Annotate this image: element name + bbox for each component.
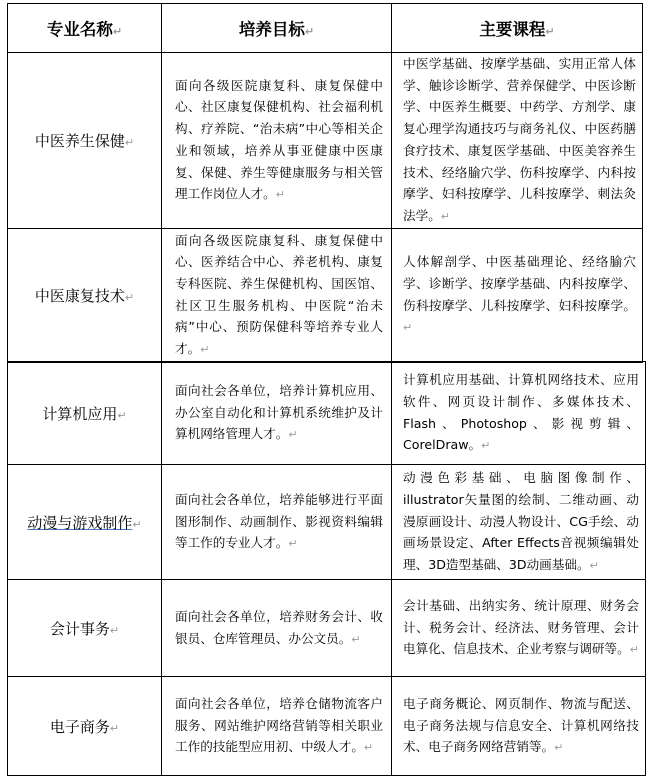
paragraph-mark-icon: ↵ xyxy=(124,135,135,149)
header-major-label: 专业名称 xyxy=(46,20,113,39)
goal-text: 面向社会各单位，培养能够进行平面图形制作、动画制作、影视资料编辑等工作的专业人才。 xyxy=(175,491,383,551)
courses-text: 中医学基础、按摩学基础、实用正常人体学、触诊诊断学、营养保健学、中医诊断学、中医养生概要、中药学、方剂学、康复心理学沟通技巧与商务礼仪、中医药膳食疗技术、康复医学基础、中医美容养生技术、经络腧穴学、伤科按摩学、内科按摩学、妇科按摩学、儿科按摩学、刺法灸法学。 xyxy=(403,56,636,223)
goal-cell xyxy=(162,677,392,776)
major-name: 动漫与游戏制作 xyxy=(27,513,133,532)
paragraph-mark-icon: ↵ xyxy=(288,537,298,551)
courses-text: 会计基础、出纳实务、统计原理、财务会计、税务会计、经济法、财务管理、会计电算化、信息技术、企业考察与调研等。 xyxy=(403,597,639,657)
paragraph-mark-icon: ↵ xyxy=(109,721,120,735)
table-row xyxy=(8,465,646,580)
header-goal-label: 培养目标 xyxy=(238,20,305,39)
header-goal xyxy=(162,4,392,53)
major-cell xyxy=(8,677,162,776)
paragraph-mark-icon: ↵ xyxy=(351,632,361,646)
header-courses xyxy=(392,4,643,53)
courses-cell xyxy=(392,465,646,580)
major-name: 电子商务 xyxy=(49,717,110,736)
table-row xyxy=(8,228,643,362)
paragraph-mark-icon: ↵ xyxy=(112,25,123,38)
majors-table-bottom xyxy=(7,361,646,776)
table-row xyxy=(8,580,646,677)
major-cell xyxy=(8,53,162,229)
goal-cell xyxy=(162,53,392,229)
paragraph-mark-icon: ↵ xyxy=(481,439,491,453)
goal-cell xyxy=(162,580,392,677)
header-major xyxy=(8,4,162,53)
major-name: 会计事务 xyxy=(49,619,110,638)
courses-text: 计算机应用基础、计算机网络技术、应用软件、网页设计制作、多媒体技术、Flash、Photoshop、影视剪辑、CorelDraw。 xyxy=(403,372,639,453)
paragraph-mark-icon: ↵ xyxy=(363,741,374,755)
major-cell xyxy=(8,465,162,580)
major-cell xyxy=(8,580,162,677)
goal-text: 面向社会各单位，培养仓储物流客户服务、网站维护网络营销等相关职业工作的技能型应用初、中级人才。 xyxy=(175,695,383,755)
table-row xyxy=(8,53,643,229)
major-name: 中医养生保健 xyxy=(34,131,125,150)
paragraph-mark-icon: ↵ xyxy=(117,408,127,422)
paragraph-mark-icon: ↵ xyxy=(132,517,142,531)
courses-cell xyxy=(392,677,646,776)
header-courses-label: 主要课程 xyxy=(479,20,546,39)
courses-text: 人体解剖学、中医基础理论、经络腧穴学、诊断学、按摩学基础、内科按摩学、伤科按摩学、儿科按摩学、妇科按摩学。 xyxy=(403,254,636,313)
header-row xyxy=(8,4,643,53)
goal-text: 面向各级医院康复科、康复保健中心、社区康复保健机构、社会福利机构、疗养院、“治未病”中心等相关企业和领域，培养从事亚健康中医康复、保健、养生等健康服务与相关管理工作岗位人才。 xyxy=(175,77,383,202)
majors-table-top xyxy=(7,3,643,363)
paragraph-mark-icon: ↵ xyxy=(589,559,599,573)
major-name: 中医康复技术 xyxy=(34,286,125,305)
paragraph-mark-icon: ↵ xyxy=(554,741,564,755)
paragraph-mark-icon: ↵ xyxy=(200,343,210,357)
paragraph-mark-icon: ↵ xyxy=(629,643,639,657)
goal-text: 面向社会各单位，培养计算机应用、办公室自动化和计算机系统维护及计算机网络管理人才。 xyxy=(175,382,383,442)
paragraph-mark-icon: ↵ xyxy=(545,25,555,38)
paragraph-mark-icon: ↵ xyxy=(124,290,135,304)
goal-text: 面向各级医院康复科、康复保健中心、医养结合中心、养老机构、康复专科医院、养生保健机构、国医馆、社区卫生服务机构、中医院“治未病”中心、预防保健科等培养专业人才。 xyxy=(175,232,383,357)
courses-cell xyxy=(392,228,643,362)
paragraph-mark-icon: ↵ xyxy=(304,25,315,38)
goal-cell xyxy=(162,228,392,362)
major-name: 计算机应用 xyxy=(42,404,118,423)
goal-cell xyxy=(162,362,392,465)
major-cell xyxy=(8,228,162,362)
paragraph-mark-icon: ↵ xyxy=(440,209,450,223)
paragraph-mark-icon: ↵ xyxy=(288,428,298,442)
paragraph-mark-icon: ↵ xyxy=(275,188,285,202)
paragraph-mark-icon: ↵ xyxy=(403,321,413,335)
paragraph-mark-icon: ↵ xyxy=(109,623,120,637)
table-row xyxy=(8,677,646,776)
major-cell xyxy=(8,362,162,465)
courses-text: 动漫色彩基础、电脑图像制作、illustrator矢量图的绘制、二维动画、动漫原画设计、动漫人物设计、CG手绘、动画场景设定、After Effects音视频编辑处理、3D造型基础、3D动画基础。 xyxy=(403,470,639,573)
courses-cell xyxy=(392,580,646,677)
courses-text: 电子商务概论、网页制作、物流与配送、电子商务法规与信息安全、计算机网络技术、电子商务网络营销等。 xyxy=(403,695,639,755)
courses-cell xyxy=(392,362,646,465)
courses-cell xyxy=(392,53,643,229)
table-row xyxy=(8,362,646,465)
goal-cell xyxy=(162,465,392,580)
goal-text: 面向社会各单位，培养财务会计、收银员、仓库管理员、办公文员。 xyxy=(175,608,383,646)
